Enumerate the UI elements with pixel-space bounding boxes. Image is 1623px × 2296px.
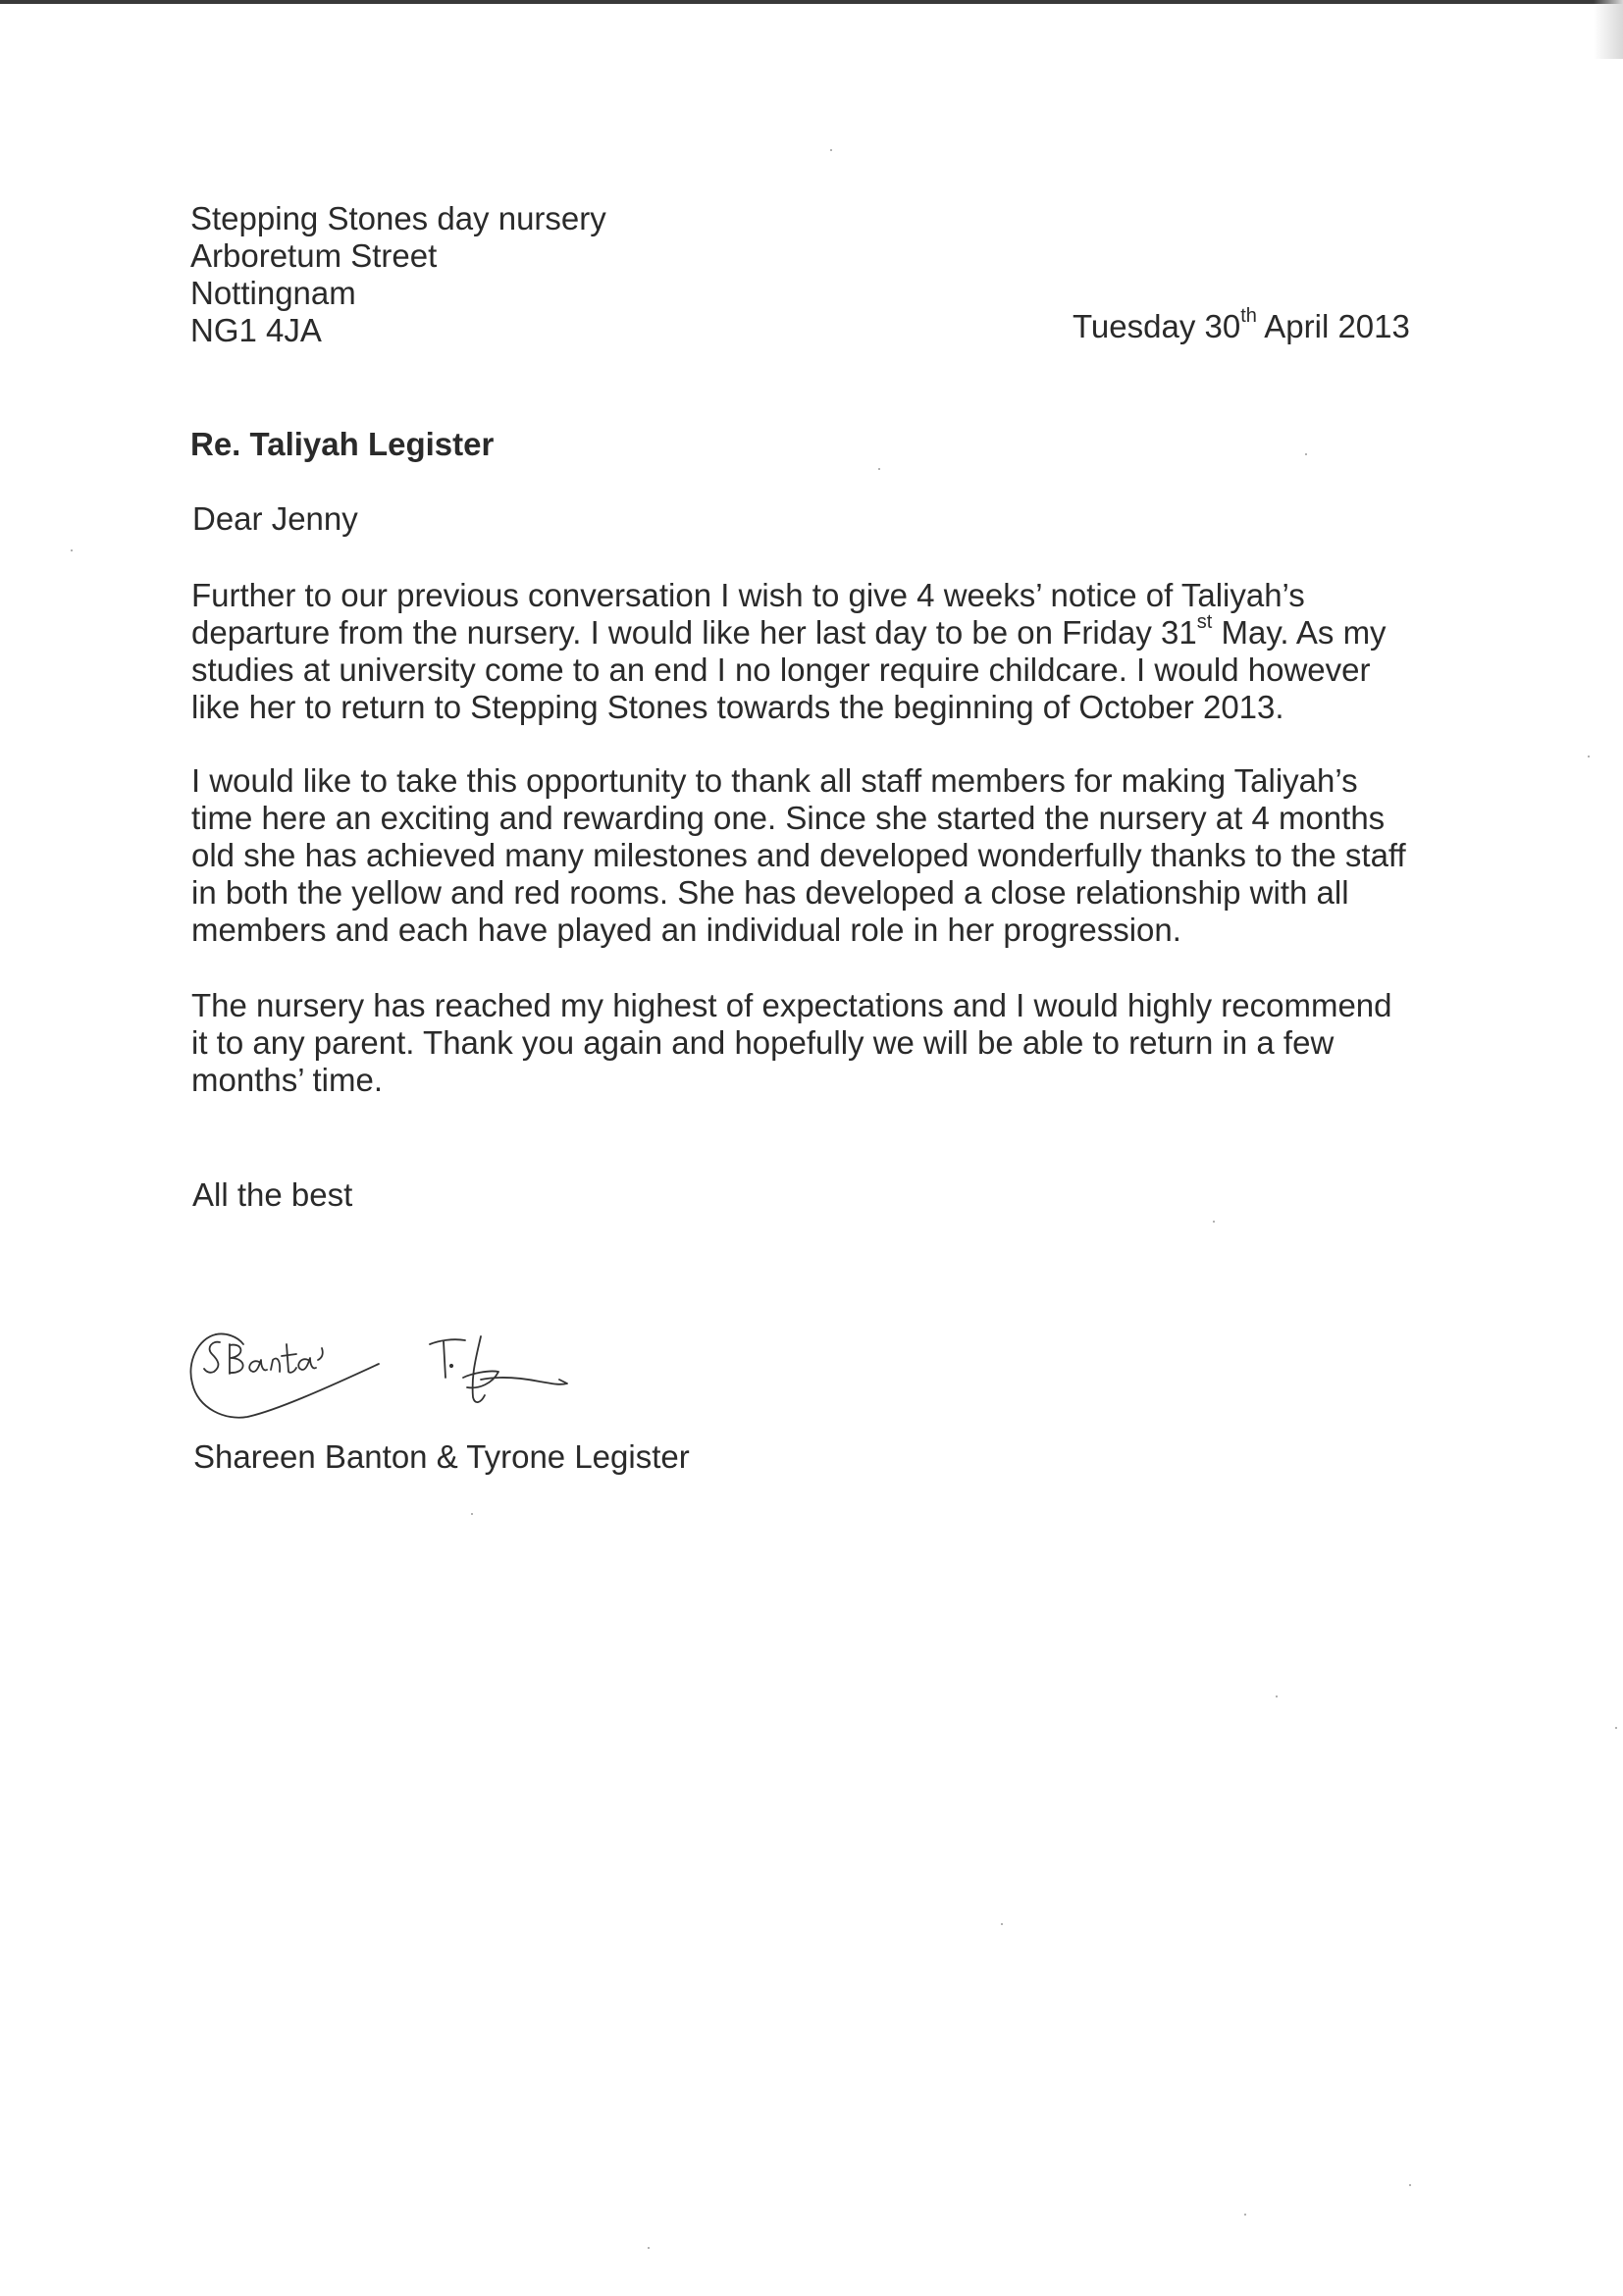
paragraph-line xyxy=(191,611,1477,652)
scan-speck xyxy=(648,2247,650,2249)
paragraph-line: I would like to take this opportunity to thank all staff members for making Taliyah’s xyxy=(191,762,1358,799)
address-line-2: Arboretum Street xyxy=(190,237,438,274)
scan-speck xyxy=(471,1513,473,1515)
signature-t-legister-icon xyxy=(430,1336,567,1402)
scan-speck xyxy=(1276,1696,1278,1697)
salutation: Dear Jenny xyxy=(192,500,358,537)
closing: All the best xyxy=(192,1176,353,1213)
recipient-address xyxy=(190,200,606,349)
line-ordinal: st xyxy=(1196,611,1213,633)
line-text: departure from the nursery. I would like her last day to be on Friday 31 xyxy=(191,614,1197,651)
letter-date xyxy=(1073,305,1410,345)
scan-speck xyxy=(71,549,73,551)
address-line-4: NG1 4JA xyxy=(190,312,322,348)
paragraph-line: Further to our previous conversation I wish to give 4 weeks’ notice of Taliyah’s xyxy=(191,577,1305,613)
signature-s-banton-icon xyxy=(190,1333,379,1417)
paragraph-line: like her to return to Stepping Stones towards the beginning of October 2013. xyxy=(191,689,1284,725)
scan-speck xyxy=(1588,756,1590,757)
paragraph-line: it to any parent. Thank you again and hopefully we will be able to return in a few xyxy=(191,1024,1335,1061)
paragraph-line: studies at university come to an end I no longer require childcare. I would however xyxy=(191,652,1371,688)
address-line-3: Nottingnam xyxy=(190,275,356,311)
paragraph-line: time here an exciting and rewarding one. Since she started the nursery at 4 months xyxy=(191,800,1386,836)
paragraph-line: months’ time. xyxy=(191,1062,384,1098)
address-line-1: Stepping Stones day nursery xyxy=(190,200,606,236)
paragraph-line: old she has achieved many milestones and developed wonderfully thanks to the staff xyxy=(191,837,1406,873)
paragraph-line: The nursery has reached my highest of expectations and I would highly recommend xyxy=(191,987,1392,1023)
paragraph-notice xyxy=(191,577,1477,726)
scan-speck xyxy=(1409,2184,1411,2186)
signatures xyxy=(186,1315,638,1442)
scan-speck xyxy=(830,149,832,151)
scan-speck xyxy=(1213,1221,1215,1223)
scan-speck xyxy=(1305,453,1307,455)
paragraph-line: members and each have played an individual role in her progression. xyxy=(191,912,1181,948)
date-suffix: April 2013 xyxy=(1256,308,1410,344)
scan-speck xyxy=(1244,2214,1246,2216)
date-ordinal: th xyxy=(1240,305,1257,327)
scan-speck xyxy=(878,468,880,470)
letter-subject: Re. Taliyah Legister xyxy=(190,426,495,462)
paragraph-thanks xyxy=(191,762,1477,949)
date-prefix: Tuesday 30 xyxy=(1073,308,1241,344)
scan-speck xyxy=(1001,1923,1003,1925)
paragraph-line: in both the yellow and red rooms. She has developed a close relationship with all xyxy=(191,874,1349,911)
scan-speck xyxy=(1615,1727,1617,1729)
signatory-names: Shareen Banton & Tyrone Legister xyxy=(193,1438,690,1475)
paragraph-recommendation xyxy=(191,987,1477,1099)
line-text: May. As my xyxy=(1212,614,1387,651)
